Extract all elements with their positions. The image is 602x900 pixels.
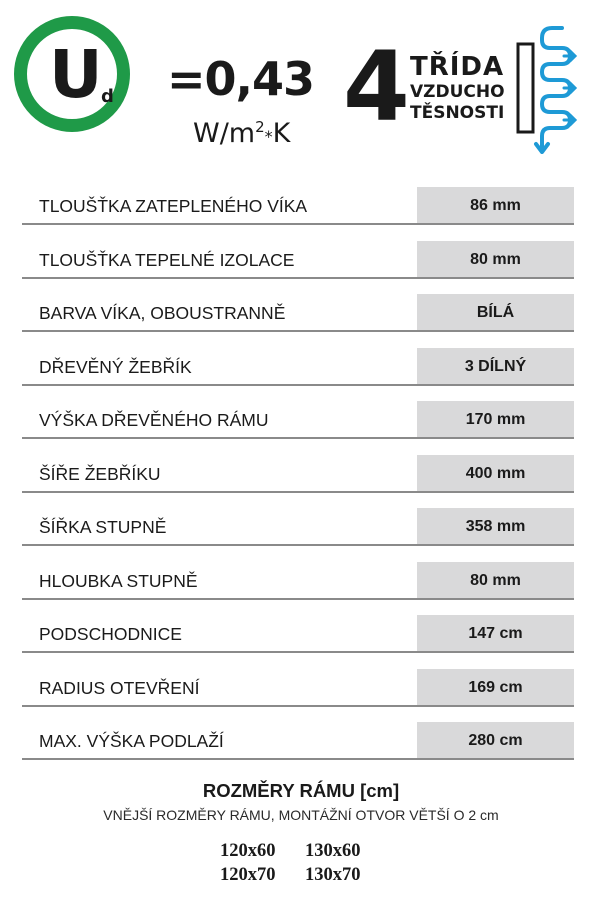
air-side-arrow-3 <box>564 115 575 125</box>
class-line-3: TĚSNOSTI <box>410 103 505 123</box>
spec-value: 3 DÍLNÝ <box>417 348 574 384</box>
frame-size: 120x70 <box>220 865 276 885</box>
air-side-arrow-1 <box>564 51 575 61</box>
frame-dimensions-title: ROZMĚRY RÁMU [cm] <box>202 780 400 801</box>
spec-value: 170 mm <box>417 401 574 437</box>
airtightness-class-number: 4 <box>343 31 410 143</box>
spec-row <box>22 348 574 386</box>
spec-row <box>22 562 574 600</box>
spec-label: TLOUŠŤKA TEPELNÉ IZOLACE <box>39 249 295 270</box>
ud-badge <box>14 16 130 132</box>
u-unit-k: K <box>272 118 291 149</box>
spec-value: 169 cm <box>417 669 574 705</box>
header <box>0 0 602 170</box>
ud-symbol: U <box>49 36 103 113</box>
spec-value: 400 mm <box>417 455 574 491</box>
spec-value: 80 mm <box>417 241 574 277</box>
spec-label: ŠÍŘKA STUPNĚ <box>39 517 167 537</box>
u-value: =0,43 <box>167 52 315 106</box>
frame-dimensions-subtitle: VNĚJŠÍ ROZMĚRY RÁMU, MONTÁŽNÍ OTVOR VĚTŠÍ O 2 cm <box>103 807 499 823</box>
spec-label: BARVA VÍKA, OBOUSTRANNĚ <box>39 303 286 323</box>
spec-row <box>22 187 574 225</box>
spec-label: TLOUŠŤKA ZATEPLENÉHO VÍKA <box>39 196 308 216</box>
frame-dimensions <box>0 780 602 886</box>
spec-value: 358 mm <box>417 508 574 544</box>
spec-label: MAX. VÝŠKA PODLAŽÍ <box>39 731 224 751</box>
u-unit-sup: 2 <box>255 118 265 136</box>
u-unit <box>193 111 290 153</box>
spec-label: PODSCHODNICE <box>39 624 182 644</box>
airflow-icon <box>514 24 578 154</box>
spec-label: VÝŠKA DŘEVĚNÉHO RÁMU <box>39 410 269 430</box>
frame-size: 130x70 <box>305 865 361 885</box>
window-frame-shape <box>518 44 533 132</box>
ud-subscript: d <box>101 86 114 107</box>
spec-value: 280 cm <box>417 722 574 758</box>
spec-row <box>22 508 574 546</box>
spec-value: 80 mm <box>417 562 574 598</box>
u-unit-main: W/m <box>193 118 256 149</box>
spec-value: 147 cm <box>417 615 574 651</box>
class-line-2: VZDUCHO <box>410 82 505 102</box>
spec-label: ŠÍŘE ŽEBŘÍKU <box>39 463 161 484</box>
frame-size: 130x60 <box>305 841 361 861</box>
spec-value: 86 mm <box>417 187 574 223</box>
spec-label: RADIUS OTEVŘENÍ <box>39 677 200 698</box>
spec-row <box>22 722 574 760</box>
spec-row <box>22 294 574 332</box>
spec-row <box>22 241 574 279</box>
frame-size-list <box>216 841 386 886</box>
spec-label: HLOUBKA STUPNĚ <box>39 570 198 591</box>
spec-label: DŘEVĚNÝ ŽEBŘÍK <box>39 356 192 377</box>
u-unit-dot: * <box>264 127 273 146</box>
spec-row <box>22 401 574 439</box>
spec-row <box>22 455 574 493</box>
airtightness-class-label <box>410 52 518 124</box>
class-line-1: TŘÍDA <box>410 52 505 82</box>
spec-value: BÍLÁ <box>417 294 574 330</box>
frame-size: 120x60 <box>220 841 276 861</box>
air-side-arrow-2 <box>564 83 575 93</box>
spec-table <box>22 187 574 776</box>
spec-row <box>22 669 574 707</box>
spec-row <box>22 615 574 653</box>
